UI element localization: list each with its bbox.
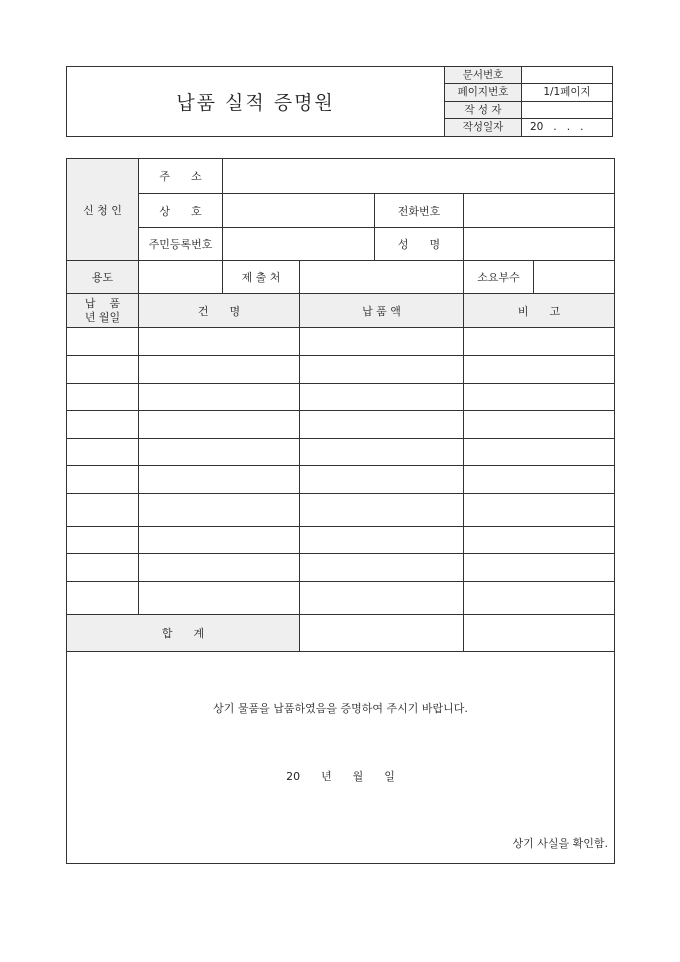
table-row bbox=[67, 384, 615, 411]
usage-label: 용도 bbox=[67, 261, 139, 294]
total-note-field[interactable] bbox=[464, 615, 615, 652]
row-date[interactable] bbox=[67, 328, 139, 356]
certificate-form bbox=[66, 158, 615, 864]
row-note[interactable] bbox=[464, 439, 615, 466]
document-meta-table bbox=[444, 67, 612, 136]
row-amount[interactable] bbox=[300, 411, 464, 439]
row-item[interactable] bbox=[139, 384, 300, 411]
address-label: 주 소 bbox=[139, 159, 223, 194]
row-item[interactable] bbox=[139, 527, 300, 554]
confirmation-statement: 상기 사실을 확인함. bbox=[512, 837, 609, 850]
row-amount[interactable] bbox=[300, 494, 464, 527]
created-date-label: 작성일자 bbox=[445, 119, 522, 136]
table-row bbox=[67, 466, 615, 494]
item-name-header: 건 명 bbox=[139, 294, 300, 328]
submit-to-field[interactable] bbox=[300, 261, 464, 294]
page-number-value: 1/1페이지 bbox=[522, 84, 613, 102]
total-amount-field[interactable] bbox=[300, 615, 464, 652]
id-number-label: 주민등록번호 bbox=[139, 228, 223, 261]
company-label: 상 호 bbox=[139, 194, 223, 228]
table-row bbox=[67, 582, 615, 615]
phone-label: 전화번호 bbox=[375, 194, 464, 228]
issue-date-line[interactable]: 20 년 월 일 bbox=[286, 770, 395, 783]
delivery-amount-header: 납 품 액 bbox=[300, 294, 464, 328]
delivery-date-header-line2: 년 월일 bbox=[84, 310, 121, 324]
table-row bbox=[67, 328, 615, 356]
row-amount[interactable] bbox=[300, 527, 464, 554]
row-note[interactable] bbox=[464, 328, 615, 356]
row-item[interactable] bbox=[139, 466, 300, 494]
row-amount[interactable] bbox=[300, 554, 464, 582]
created-date-value[interactable]: 20 . . . bbox=[522, 119, 613, 136]
doc-number-value[interactable] bbox=[522, 67, 613, 84]
address-field[interactable] bbox=[223, 159, 615, 194]
row-date[interactable] bbox=[67, 582, 139, 615]
row-item[interactable] bbox=[139, 554, 300, 582]
table-row bbox=[67, 527, 615, 554]
row-note[interactable] bbox=[464, 554, 615, 582]
total-label: 합 계 bbox=[67, 615, 300, 652]
name-label: 성 명 bbox=[375, 228, 464, 261]
document-title: 납품 실적 증명원 bbox=[176, 92, 335, 114]
request-statement: 상기 물품을 납품하였음을 증명하여 주시기 바랍니다. bbox=[213, 702, 468, 715]
table-row bbox=[67, 494, 615, 527]
copies-label: 소요부수 bbox=[464, 261, 534, 294]
table-row bbox=[67, 554, 615, 582]
row-date[interactable] bbox=[67, 411, 139, 439]
row-note[interactable] bbox=[464, 411, 615, 439]
note-header: 비 고 bbox=[464, 294, 615, 328]
page-number-label: 페이지번호 bbox=[445, 84, 522, 102]
applicant-group-label: 신 청 인 bbox=[67, 159, 139, 261]
row-date[interactable] bbox=[67, 384, 139, 411]
table-row bbox=[67, 356, 615, 384]
row-note[interactable] bbox=[464, 466, 615, 494]
row-item[interactable] bbox=[139, 328, 300, 356]
row-date[interactable] bbox=[67, 527, 139, 554]
row-date[interactable] bbox=[67, 439, 139, 466]
row-date[interactable] bbox=[67, 466, 139, 494]
table-row bbox=[67, 439, 615, 466]
row-amount[interactable] bbox=[300, 384, 464, 411]
author-value[interactable] bbox=[522, 101, 613, 119]
row-note[interactable] bbox=[464, 494, 615, 527]
author-label: 작 성 자 bbox=[445, 101, 522, 119]
row-note[interactable] bbox=[464, 384, 615, 411]
row-item[interactable] bbox=[139, 411, 300, 439]
certification-area bbox=[67, 652, 614, 863]
id-number-field[interactable] bbox=[223, 228, 375, 261]
submit-to-label: 제 출 처 bbox=[223, 261, 300, 294]
name-field[interactable] bbox=[464, 228, 615, 261]
row-note[interactable] bbox=[464, 527, 615, 554]
row-date[interactable] bbox=[67, 494, 139, 527]
row-note[interactable] bbox=[464, 582, 615, 615]
row-amount[interactable] bbox=[300, 466, 464, 494]
row-amount[interactable] bbox=[300, 582, 464, 615]
row-item[interactable] bbox=[139, 439, 300, 466]
copies-field[interactable] bbox=[534, 261, 615, 294]
row-date[interactable] bbox=[67, 356, 139, 384]
row-note[interactable] bbox=[464, 356, 615, 384]
delivery-date-header bbox=[67, 294, 139, 328]
row-amount[interactable] bbox=[300, 356, 464, 384]
document-header bbox=[66, 66, 613, 137]
delivery-date-header-line1: 납 품 bbox=[84, 296, 121, 310]
usage-field[interactable] bbox=[139, 261, 223, 294]
row-item[interactable] bbox=[139, 356, 300, 384]
row-item[interactable] bbox=[139, 582, 300, 615]
row-item[interactable] bbox=[139, 494, 300, 527]
table-row bbox=[67, 411, 615, 439]
company-field[interactable] bbox=[223, 194, 375, 228]
row-date[interactable] bbox=[67, 554, 139, 582]
row-amount[interactable] bbox=[300, 439, 464, 466]
doc-number-label: 문서번호 bbox=[445, 67, 522, 84]
phone-field[interactable] bbox=[464, 194, 615, 228]
row-amount[interactable] bbox=[300, 328, 464, 356]
